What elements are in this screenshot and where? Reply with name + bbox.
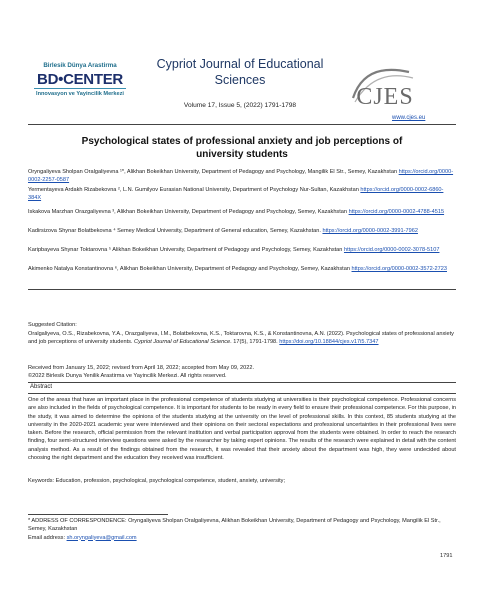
orcid-link[interactable]: https://orcid.org/0000-0002-3078-5107 bbox=[343, 247, 440, 253]
paper-title: Psychological states of professional anxiety and job perceptions of university students bbox=[81, 136, 403, 160]
author-affiliation bbox=[28, 227, 456, 235]
publisher-logo-line2: BD•CENTER bbox=[37, 71, 123, 88]
svg-text:CJES: CJES bbox=[356, 84, 414, 110]
orcid-link[interactable]: https://orcid.org/0000-0002-4788-4515 bbox=[348, 209, 445, 215]
citation-journal: Cypriot Journal of Educational Science bbox=[134, 339, 231, 346]
correspondence-footnote bbox=[28, 517, 456, 542]
page-number: 1791 bbox=[440, 553, 453, 559]
header-rule bbox=[28, 124, 456, 125]
journal-title: Cypriot Journal of Educational Sciences bbox=[156, 57, 324, 87]
abstract-text: One of the areas that have an important place in the professional competence of students studying at universities is their psychological competence. Professional concerns are also included in the fields of psychological competence. It is important for students to be ready in every field to ensure their professional competence. For this purpose, in the study, it was aimed to determine the opinions of the students studying at the university on the level of professional skills. In this context, 85 students studying at the university in the 2020-2021 academic year were interviewed and their opinions on their sectoral expectations and professional uncertainties in their professional lives were taken. Before the research, official permission from the relevant institution and verbal participation approval from the students were obtained. In order to reach the research finding, four semi-structured interview questions were asked by the researcher by taking expert opinions. The results of the research were explained in detail with the content analysis method. As a result of the findings obtained from the research, it was revealed that their anxiety about the department was high, they were undecided about choosing the right department and the education they received was insufficient. bbox=[28, 397, 456, 461]
author-text: Iskakova Marzhan Orazgaliyevna ³, Alikhan Bokeikhan University, Department of Pedagogy and Psychology, Semey, Kazakhstan bbox=[28, 209, 348, 215]
publisher-logo-line3: Innovasyon ve Yayincilik Merkezi bbox=[36, 91, 124, 97]
author-affiliation bbox=[28, 265, 456, 273]
orcid-link[interactable]: https://orcid.org/0000-0002-6860-384X bbox=[28, 187, 444, 202]
section-rule bbox=[28, 289, 456, 290]
publisher-logo-divider bbox=[34, 88, 126, 89]
author-affiliation bbox=[28, 168, 456, 185]
publisher-logo-line1: Birlesik Dünya Arastirma bbox=[43, 62, 117, 69]
footnote-rule bbox=[28, 514, 168, 515]
email-label: Email address: bbox=[28, 534, 65, 541]
doi-link[interactable]: https://doi.org/10.18844/cjes.v17i5.7347 bbox=[279, 339, 379, 346]
orcid-link[interactable]: https://orcid.org/0000-0002-2257-0587 bbox=[28, 169, 454, 184]
author-text: Akimenko Natalya Konstantinovna ⁶, Alikhan Bokeikhan University, Department of Pedagogy and Psychology, Semey, Kazakhstan bbox=[28, 266, 350, 272]
volume-info: Volume 17, Issue 5, (2022) 1791-1798 bbox=[183, 102, 297, 109]
orcid-link[interactable]: https://orcid.org/0000-0002-3572-2723 bbox=[351, 266, 447, 272]
orcid-link[interactable]: https://orcid.org/0000-0002-3991-7962 bbox=[322, 228, 418, 234]
author-text: Yermentayeva Ardakh Rizabekovna ², L.N. Gumilyov Eurasian National University, Department of Psychology Nur-Sultan, Kazakhstan bbox=[28, 187, 359, 193]
citation-volume: . 17(5), 1791-1798. bbox=[230, 339, 278, 346]
author-affiliation bbox=[28, 186, 456, 203]
received-dates bbox=[28, 364, 456, 381]
journal-url-link[interactable]: www.cjes.eu bbox=[392, 115, 426, 121]
publisher-logo bbox=[28, 62, 132, 108]
author-affiliation bbox=[28, 208, 456, 216]
copyright-line: ©2022 Birlesik Dunya Yenilik Arastirma ve Yayincilik Merkezi. All rights reserved. bbox=[28, 373, 227, 380]
footnote-text: * ADDRESS OF CORRESPONDENCE: Oryngaliyeva Sholpan Oralgaliyevna, Alikhan Bokeikhan University, Department of Pedagogy and Psychology, Mangilik El Str., Semey, Kazakhstan bbox=[28, 518, 441, 533]
author-text: Kadirsizova Shynar Bolatbekovna ⁴ Semey Medical University, Department of General education, Semey, Kazakhstan. bbox=[28, 228, 321, 234]
keywords: Keywords: Education, profession, psychological, psychological competence, student, anxiety, university; bbox=[28, 478, 286, 484]
author-affiliation bbox=[28, 246, 456, 254]
journal-logo bbox=[345, 58, 425, 116]
abstract-rule-bottom bbox=[28, 393, 456, 394]
author-text: Karipbayeva Shynar Toktarovna ⁵ Alikhan Bokeikhan University, Department of Pedagogy and Psychology, Semey, Kazakhstan bbox=[28, 247, 343, 253]
footnote-email-line bbox=[28, 534, 456, 542]
citation-text bbox=[28, 330, 456, 347]
email-link[interactable]: sh.oryngaliyeva@gmail.com bbox=[66, 534, 137, 541]
citation-heading: Suggested Citation: bbox=[28, 322, 77, 328]
author-text: Oryngaliyeva Sholpan Oralgaliyevna ¹*, Alikhan Bokeikhan University, Department of Pedagogy and Psychology, Mangilik El Str., Semey, Kazakhstan bbox=[28, 169, 398, 175]
abstract-rule-top bbox=[28, 382, 456, 383]
received-line: Received from January 15, 2022; revised from April 18, 2022; accepted from May 09, 2022. bbox=[28, 365, 255, 371]
citation-body: Oralgaliyeva, O.S., Rizabekovna, Y.A., Orazgaliyeva, I.M., Bolatbekovna, K.S., Toktarovna, K.S., & Konstantinovna, A.N. (2022). Psychological states of professional anxiety and job perceptions of university students. bbox=[28, 331, 454, 346]
abstract-heading: Abstract bbox=[30, 384, 53, 390]
